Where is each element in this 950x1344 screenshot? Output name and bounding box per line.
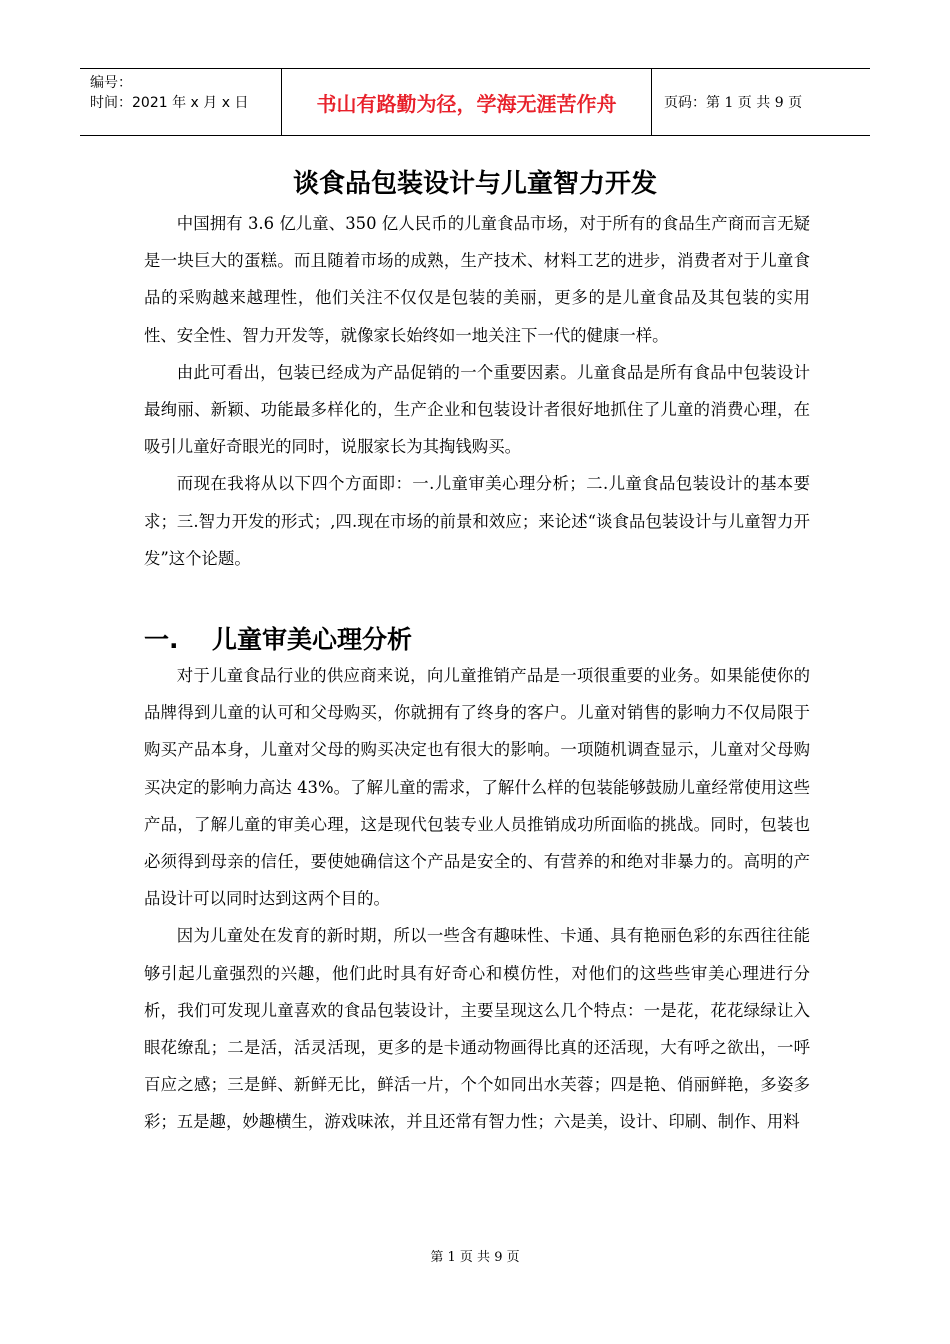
intro-paragraph: 而现在我将从以下四个方面即：一.儿童审美心理分析；二.儿童食品包装设计的基本要求；三.智力开发的形式；,四.现在市场的前景和效应；来论述“谈食品包装设计与儿童智力开发”这个论题。 bbox=[144, 474, 810, 568]
page-footer: 第 1 页 共 9 页 bbox=[430, 1250, 520, 1265]
document-title: 谈食品包装设计与儿童智力开发 bbox=[292, 169, 657, 199]
intro-section bbox=[144, 205, 810, 577]
section-paragraph: 因为儿童处在发育的新时期，所以一些含有趣味性、卡通、具有艳丽色彩的东西往往能够引起儿童强烈的兴趣，他们此时具有好奇心和模仿性，对他们的这些些审美心理进行分析，我们可发现儿童喜欢的食品包装设计，主要呈现这么几个特点：一是花，花花绿绿让入眼花缭乱；二是活，活灵活现，更多的是卡通动物画得比真的还活现，大有呼之欲出，一呼百应之感；三是鲜、新鲜无比，鲜活一片，个个如同出水芙蓉；四是艳、俏丽鲜艳，多姿多彩；五是趣，妙趣横生，游戏味浓，并且还常有智力性；六是美，设计、印刷、制作、用料 bbox=[144, 926, 810, 1132]
intro-paragraph: 由此可看出，包装已经成为产品促销的一个重要因素。儿童食品是所有食品中包装设计最绚丽、新颖、功能最多样化的，生产企业和包装设计者很好地抓住了儿童的消费心理，在吸引儿童好奇眼光的同时，说服家长为其掏钱购买。 bbox=[144, 362, 810, 457]
section-number: 一. bbox=[144, 625, 179, 654]
intro-paragraph: 中国拥有 3.6 亿儿童、350 亿人民币的儿童食品市场，对于所有的食品生产商而言无疑是一块巨大的蛋糕。而且随着市场的成熟，生产技术、材料工艺的进步，消费者对于儿童食品的采购越来越理性，他们关注不仅仅是包装的美丽，更多的是儿童食品及其包装的实用性、安全性、智力开发等，就像家长始终如一地关注下一代的健康一样。 bbox=[144, 214, 810, 345]
section-heading-text: 儿童审美心理分析 bbox=[212, 625, 413, 654]
header-table bbox=[80, 68, 870, 136]
document-time-label: 时间：2021 年 x 月 x 日 bbox=[90, 95, 249, 111]
header-motto: 书山有路勤为径，学海无涯苦作舟 bbox=[282, 69, 652, 135]
header-meta-cell bbox=[80, 69, 282, 135]
header-page-code: 页码：第 1 页 共 9 页 bbox=[664, 95, 803, 111]
section-heading bbox=[144, 620, 412, 660]
section-body bbox=[144, 657, 810, 1141]
document-number-label: 编号： bbox=[90, 75, 132, 91]
section-paragraph: 对于儿童食品行业的供应商来说，向儿童推销产品是一项很重要的业务。如果能使你的品牌得到儿童的认可和父母购买，你就拥有了终身的客户。儿童对销售的影响力不仅局限于购买产品本身，儿童对父母的购买决定也有很大的影响。一项随机调查显示，儿童对父母购买决定的影响力高达 43%。了解儿童的需求，了解什么样的包装能够鼓励儿童经常使用这些产品，了解儿童的审美心理，这是现代包装专业人员推销成功所面临的挑战。同时，包装也必须得到母亲的信任，要使她确信这个产品是安全的、有营养的和绝对非暴力的。高明的产品设计可以同时达到这两个目的。 bbox=[144, 666, 810, 909]
